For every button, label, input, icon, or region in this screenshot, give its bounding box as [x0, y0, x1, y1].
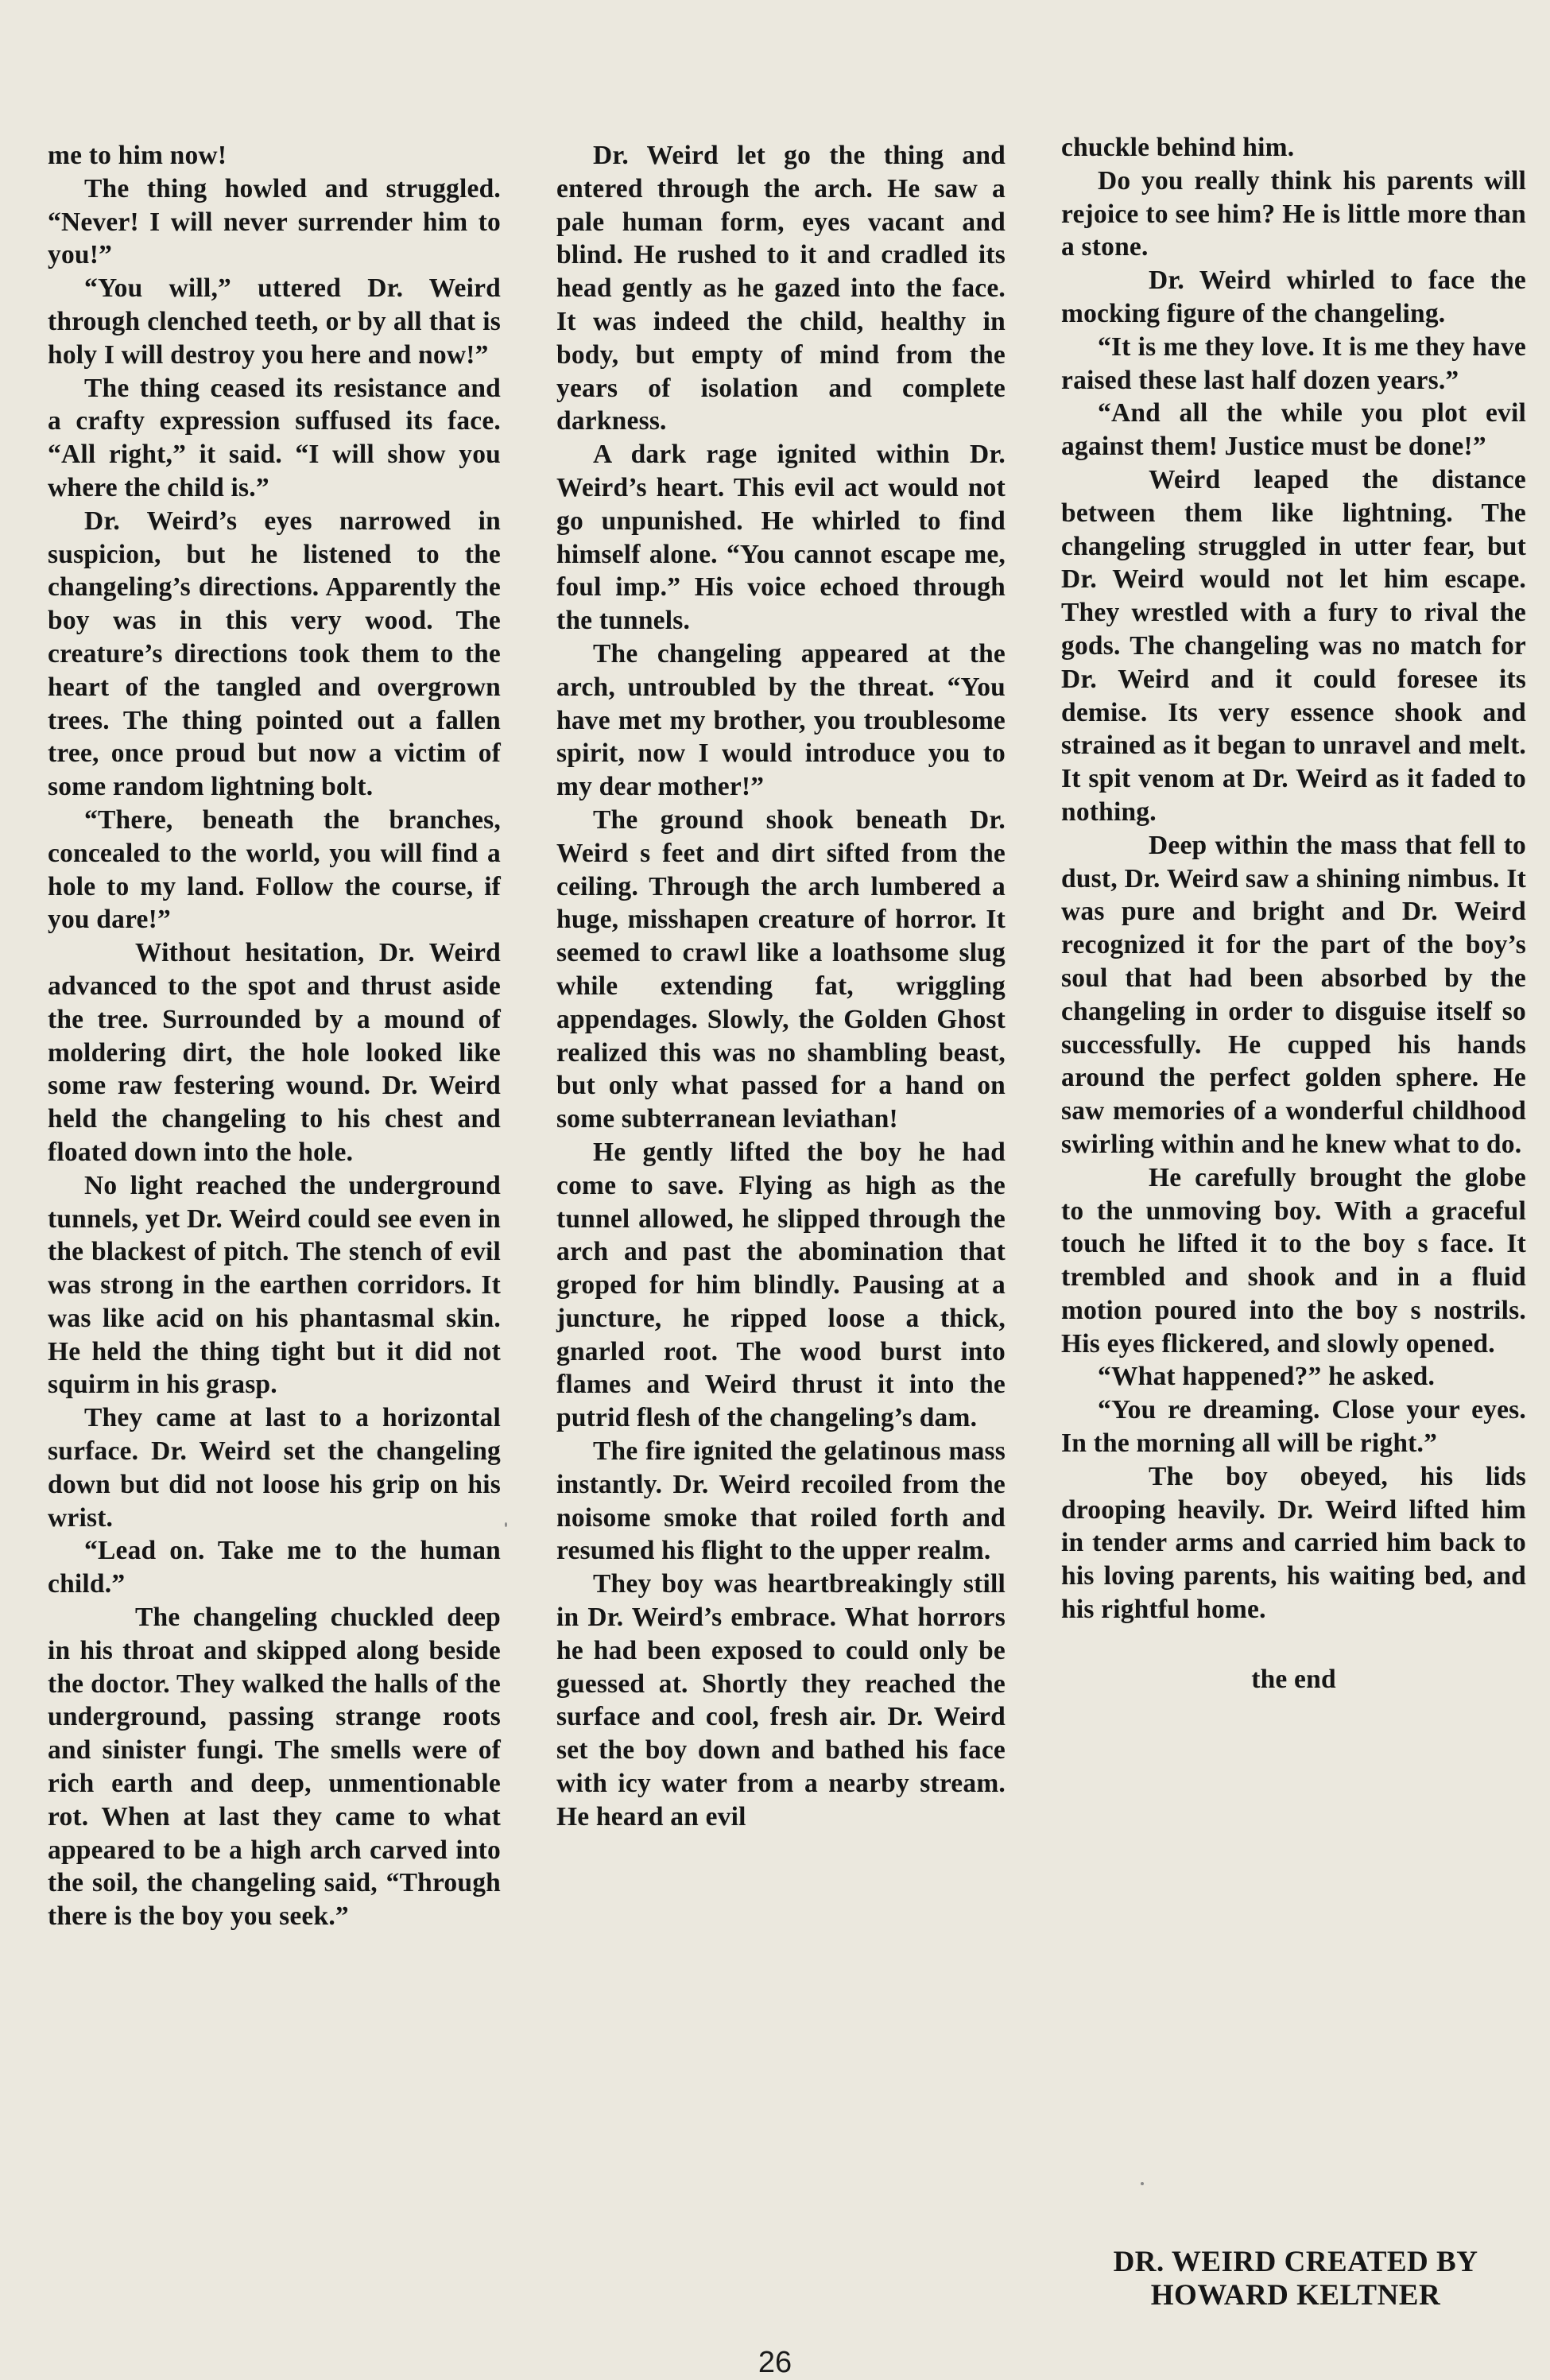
- paragraph: “You will,” uttered Dr. Weird through clenched teeth, or by all that is holy I will destroy you here and now!”: [48, 273, 501, 370]
- paragraph: me to him now!: [48, 141, 227, 170]
- paragraph: They came at last to a horizontal surface. Dr. Weird set the changeling down but did not loose his grip on his wrist.: [48, 1403, 501, 1533]
- credit-name: HOWARD KELTNER: [1150, 2279, 1441, 2312]
- text-column-middle: [556, 139, 1006, 1834]
- text-column-left: [48, 139, 501, 1933]
- print-speck: [1141, 2182, 1144, 2185]
- paragraph: Without hesitation, Dr. Weird advanced to the spot and thrust aside the tree. Surrounded by a mound of moldering dirt, the hole looked like some raw festering wound. Dr. Weird held the changeling to his chest and floated down into the hole.: [48, 938, 501, 1167]
- print-speck: [505, 1522, 507, 1527]
- paragraph: Weird leaped the distance between them like lightning. The changeling struggled in utter fear, but Dr. Weird would not let him escape. They wrestled with a fury to rival the gods. The changeling was no match for Dr. Weird and it could foresee its demise. Its very essence shook and strained as it began to unravel and melt. It spit venom at Dr. Weird as it faded to nothing.: [1061, 464, 1526, 827]
- paragraph: The boy obeyed, his lids drooping heavily. Dr. Weird lifted him in tender arms and carried him back to his loving parents, his waiting bed, and his rightful home.: [1061, 1461, 1526, 1625]
- paragraph: Dr. Weird whirled to face the mocking figure of the changeling.: [1061, 266, 1526, 328]
- paragraph: The ground shook beneath Dr. Weird s feet and dirt sifted from the ceiling. Through the arch lumbered a huge, misshapen creature of horror. It seemed to crawl like a loathsome slug while extending fat, wriggling appendages. Slowly, the Golden Ghost realized this was no shambling beast, but only what passed for a hand on some subterranean leviathan!: [556, 804, 1006, 1134]
- credit-line: DR. WEIRD CREATED BY: [1113, 2246, 1478, 2278]
- paragraph: Deep within the mass that fell to dust, Dr. Weird saw a shining nimbus. It was pure and bright and Dr. Weird recognized it for the part of the boy’s soul that had been absorbed by the changeling in order to disguise itself so successfully. He cupped his hands around the perfect golden sphere. He saw memories of a wonderful childhood swirling within and he knew what to do.: [1061, 830, 1526, 1159]
- paragraph: The changeling chuckled deep in his throat and skipped along beside the doctor. They walked the halls of the underground, passing strange roots and sinister fungi. The smells were of rich earth and deep, unmentionable rot. When at last they came to what appeared to be a high arch carved into the soil, the changeling said, “Through there is the boy you seek.”: [48, 1603, 501, 1932]
- paragraph: “It is me they love. It is me they have raised these last half dozen years.”: [1061, 331, 1526, 395]
- paragraph: A dark rage ignited within Dr. Weird’s heart. This evil act would not go unpunished. He whirled to find himself alone. “You cannot escape me, foul imp.” His voice echoed through the tunnels.: [556, 440, 1006, 636]
- paragraph: Dr. Weird let go the thing and entered through the arch. He saw a pale human form, eyes vacant and blind. He rushed to it and cradled its head gently as he gazed into the face. It was indeed the child, healthy in body, but empty of mind from the years of isolation and complete darkness.: [556, 141, 1006, 436]
- paragraph: “There, beneath the branches, concealed to the world, you will find a hole to my land. Follow the course, if you dare!”: [48, 804, 501, 935]
- paragraph: The changeling appeared at the arch, untroubled by the threat. “You have met my brother, you troublesome spirit, now I would introduce you to my dear mother!”: [556, 638, 1006, 802]
- paragraph: The thing ceased its resistance and a crafty expression suffused its face. “All right,” it said. “I will show you where the child is.”: [48, 373, 501, 502]
- paragraph: No light reached the underground tunnels, yet Dr. Weird could see even in the blackest of pitch. The stench of evil was strong in the earthen corridors. It was like acid on his phantasmal skin. He held the thing tight but it did not squirm in his grasp.: [48, 1170, 501, 1400]
- text-column-right: [1061, 131, 1526, 1696]
- paragraph: “And all the while you plot evil against them! Justice must be done!”: [1061, 398, 1526, 462]
- creator-credit: [1065, 2246, 1526, 2312]
- the-end-label: the end: [1251, 1664, 1336, 1694]
- paragraph: “What happened?” he asked.: [1098, 1362, 1436, 1392]
- paragraph: The thing howled and struggled. “Never! I will never surrender him to you!”: [48, 173, 501, 270]
- paragraph: chuckle behind him.: [1061, 133, 1295, 162]
- paragraph: He carefully brought the globe to the unmoving boy. With a graceful touch he lifted it to the boy s face. It trembled and shook and in a fluid motion poured into the boy s nostrils. His eyes flickered, and slowly opened.: [1061, 1162, 1526, 1359]
- paragraph: They boy was heartbreakingly still in Dr. Weird’s embrace. What horrors he had been exposed to could only be guessed at. Shortly they reached the surface and cool, fresh air. Dr. Weird set the boy down and bathed his face with icy water from a nearby stream. He heard an evil: [556, 1569, 1006, 1832]
- page-number: 26: [758, 2346, 792, 2379]
- paragraph: Do you really think his parents will rejoice to see him? He is little more than a stone.: [1061, 165, 1526, 262]
- paragraph: The fire ignited the gelatinous mass instantly. Dr. Weird recoiled from the noisome smoke that roiled forth and resumed his flight to the upper realm.: [556, 1436, 1006, 1566]
- paragraph: He gently lifted the boy he had come to save. Flying as high as the tunnel allowed, he slipped through the arch and past the abomination that groped for him blindly. Pausing at a juncture, he ripped loose a thick, gnarled root. The wood burst into flames and Weird thrust it into the putrid flesh of the changeling’s dam.: [556, 1137, 1006, 1433]
- paragraph: Dr. Weird’s eyes narrowed in suspicion, but he listened to the changeling’s directions. Apparently the boy was in this very wood. The creature’s directions took them to the heart of the tangled and overgrown trees. The thing pointed out a fallen tree, once proud but now a victim of some random lightning bolt.: [48, 506, 501, 802]
- paragraph: “You re dreaming. Close your eyes. In the morning all will be right.”: [1061, 1395, 1526, 1459]
- paragraph: “Lead on. Take me to the human child.”: [48, 1536, 501, 1599]
